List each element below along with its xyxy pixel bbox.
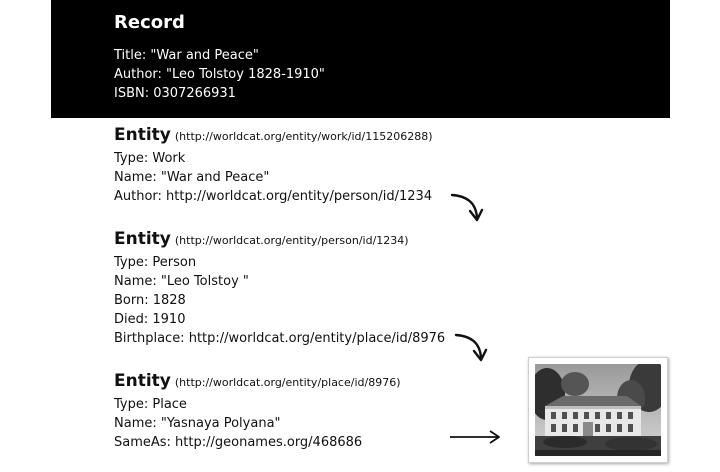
manor-house-photo — [535, 364, 661, 456]
entity-name-field: Name: "Yasnaya Polyana" — [114, 416, 281, 431]
entity-uri: (http://worldcat.org/entity/place/id/8976) — [174, 376, 401, 389]
record-box — [51, 0, 670, 118]
entity-sameas-field: SameAs: http://geonames.org/468686 — [114, 435, 363, 450]
curved-arrow-down-icon — [448, 190, 488, 226]
entity-header — [114, 125, 433, 145]
entity-fields — [114, 253, 445, 348]
entity-work — [114, 125, 433, 206]
entity-place — [114, 371, 400, 452]
curved-arrow-down-icon — [452, 330, 492, 366]
entity-died-field: Died: 1910 — [114, 312, 186, 327]
entity-header — [114, 371, 400, 391]
entity-person — [114, 229, 445, 348]
entity-fields — [114, 395, 400, 452]
entity-name-field: Name: "War and Peace" — [114, 170, 270, 185]
entity-type-field: Type: Place — [114, 397, 187, 412]
entity-type-field: Type: Work — [114, 151, 186, 166]
record-isbn-field: ISBN: 0307266931 — [114, 86, 236, 101]
photo-frame — [528, 357, 668, 463]
entity-name-field: Name: "Leo Tolstoy " — [114, 274, 249, 289]
entity-born-field: Born: 1828 — [114, 293, 186, 308]
record-fields — [114, 46, 325, 103]
entity-author-field: Author: http://worldcat.org/entity/person/id/1234 — [114, 189, 433, 204]
entity-header — [114, 229, 445, 249]
entity-uri: (http://worldcat.org/entity/person/id/1234) — [174, 234, 409, 247]
entity-birthplace-field: Birthplace: http://worldcat.org/entity/place/id/8976 — [114, 331, 446, 346]
entity-label: Entity — [114, 125, 171, 145]
entity-type-field: Type: Person — [114, 255, 197, 270]
entity-label: Entity — [114, 371, 171, 391]
entity-uri: (http://worldcat.org/entity/work/id/115206288) — [174, 130, 433, 143]
arrow-right-icon — [448, 428, 504, 446]
entity-label: Entity — [114, 229, 171, 249]
record-title-field: Title: "War and Peace" — [114, 48, 259, 63]
record-author-field: Author: "Leo Tolstoy 1828-1910" — [114, 67, 325, 82]
entity-fields — [114, 149, 433, 206]
record-heading: Record — [114, 12, 185, 33]
